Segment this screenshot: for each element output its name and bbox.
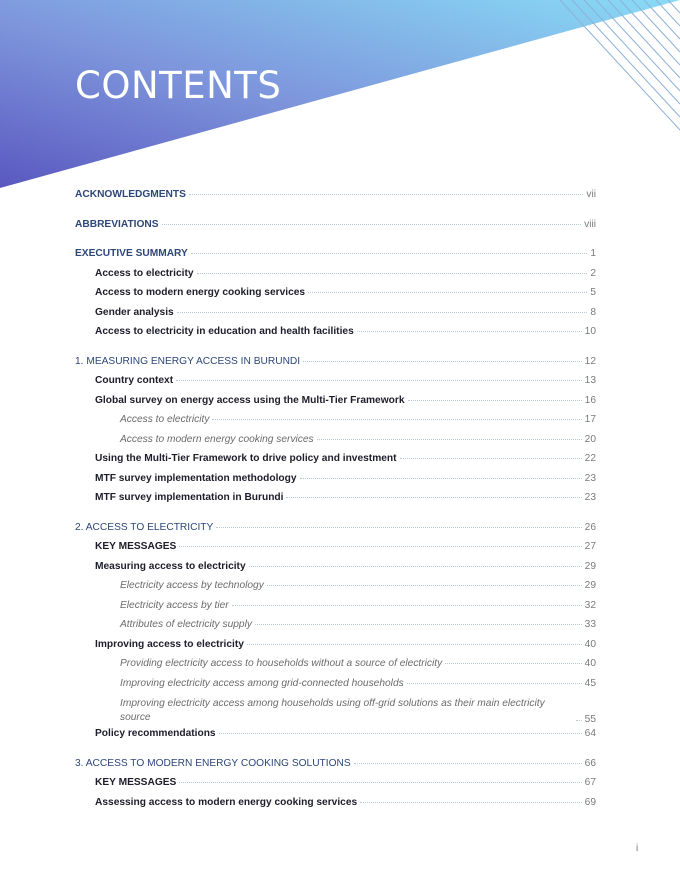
toc-entry-section[interactable]	[75, 728, 596, 748]
toc-entry-page: 40	[584, 658, 596, 669]
toc-entry-section[interactable]	[75, 453, 596, 473]
table-of-contents	[75, 189, 596, 816]
toc-entry-page: 22	[584, 453, 596, 464]
toc-entry-subsection[interactable]	[75, 414, 596, 434]
toc-entry-title: Access to electricity in education and health facilities	[95, 326, 354, 337]
toc-entry-title: Improving electricity access among grid-connected households	[120, 677, 404, 689]
toc-entry-executive-summary[interactable]	[75, 248, 596, 268]
toc-entry-page: 1	[590, 248, 596, 259]
toc-entry-page: vii	[586, 189, 596, 200]
dot-leader	[317, 439, 582, 440]
toc-entry-title: MTF survey implementation in Burundi	[95, 492, 284, 503]
dot-leader	[308, 292, 587, 293]
toc-entry-subsection[interactable]	[75, 697, 596, 728]
page-number: i	[636, 843, 639, 854]
toc-entry-chapter-1[interactable]	[75, 356, 596, 376]
toc-entry-page: 10	[584, 326, 596, 337]
toc-entry-chapter-2[interactable]	[75, 522, 596, 542]
toc-entry-title: Using the Multi-Tier Framework to drive policy and investment	[95, 453, 397, 464]
dot-leader	[216, 527, 581, 528]
dot-leader	[189, 194, 583, 195]
banner-diagonal-lines-decoration	[560, 0, 680, 130]
toc-entry-section[interactable]	[75, 268, 596, 288]
dot-leader	[357, 331, 582, 332]
toc-entry-section[interactable]	[75, 307, 596, 327]
toc-entry-page: viii	[584, 218, 596, 230]
toc-entry-title: MTF survey implementation methodology	[95, 472, 297, 484]
dot-leader	[408, 400, 582, 401]
toc-entry-acknowledgments[interactable]	[75, 189, 596, 209]
page-title: CONTENTS	[75, 64, 282, 107]
dot-leader	[219, 733, 582, 734]
toc-entry-title: EXECUTIVE SUMMARY	[75, 248, 188, 259]
toc-entry-title: 3. ACCESS TO MODERN ENERGY COOKING SOLUTIONS	[75, 757, 351, 769]
toc-entry-title: Improving access to electricity	[95, 638, 244, 650]
dot-leader	[300, 478, 582, 479]
toc-entry-page: 40	[584, 638, 596, 650]
dot-leader	[232, 605, 582, 606]
toc-entry-title: 2. ACCESS TO ELECTRICITY	[75, 521, 214, 533]
dot-leader	[286, 497, 581, 498]
toc-entry-title: Access to modern energy cooking services	[95, 287, 306, 298]
toc-entry-title: Attributes of electricity supply	[120, 619, 252, 630]
toc-entry-title: ABBREVIATIONS	[75, 218, 159, 230]
toc-entry-title: Providing electricity access to households without a source of electricity	[120, 658, 443, 669]
dot-leader	[360, 802, 581, 803]
toc-entry-page: 45	[584, 677, 596, 689]
toc-entry-page: 32	[584, 599, 596, 611]
toc-entry-page: 69	[584, 796, 596, 808]
dot-leader	[247, 644, 582, 645]
toc-entry-section[interactable]	[75, 541, 596, 561]
toc-entry-title: Country context	[95, 375, 174, 386]
toc-entry-page: 67	[584, 777, 596, 788]
toc-entry-page: 33	[584, 619, 596, 630]
dot-leader	[179, 782, 581, 783]
dot-leader	[576, 720, 582, 721]
toc-entry-title: Global survey on energy access using the Multi-Tier Framework	[95, 394, 405, 406]
toc-entry-section[interactable]	[75, 473, 596, 493]
toc-entry-title: Electricity access by tier	[120, 599, 229, 611]
toc-entry-section[interactable]	[75, 395, 596, 415]
toc-entry-page: 27	[584, 541, 596, 552]
dot-leader	[179, 546, 581, 547]
toc-entry-title: Access to electricity	[95, 267, 194, 279]
dot-leader	[255, 624, 582, 625]
dot-leader	[407, 683, 582, 684]
toc-entry-chapter-3[interactable]	[75, 758, 596, 778]
toc-entry-page: 8	[590, 306, 596, 318]
dot-leader	[212, 419, 581, 420]
toc-entry-section[interactable]	[75, 639, 596, 659]
toc-entry-page: 12	[584, 355, 596, 367]
toc-entry-subsection[interactable]	[75, 619, 596, 639]
toc-entry-page: 2	[590, 267, 596, 279]
toc-entry-subsection[interactable]	[75, 600, 596, 620]
toc-entry-page: 64	[584, 728, 596, 739]
toc-entry-page: 13	[584, 375, 596, 386]
toc-entry-page: 17	[584, 414, 596, 425]
dot-leader	[162, 224, 582, 225]
toc-entry-title: Improving electricity access among households using off-grid solutions as their main electricity source	[120, 698, 545, 723]
toc-entry-page: 23	[584, 472, 596, 484]
toc-entry-page: 66	[584, 757, 596, 769]
toc-entry-page: 26	[584, 521, 596, 533]
toc-entry-title: Access to modern energy cooking services	[120, 433, 314, 445]
toc-entry-page: 23	[584, 492, 596, 503]
dot-leader	[267, 585, 582, 586]
toc-entry-page: 5	[590, 287, 596, 298]
dot-leader	[354, 763, 582, 764]
toc-entry-title: ACKNOWLEDGMENTS	[75, 189, 186, 200]
toc-entry-title: KEY MESSAGES	[95, 541, 177, 552]
toc-entry-section[interactable]	[75, 287, 596, 307]
toc-entry-page: 29	[584, 560, 596, 572]
toc-entry-page: 20	[584, 433, 596, 445]
toc-entry-section[interactable]	[75, 375, 596, 395]
toc-entry-abbreviations[interactable]	[75, 219, 596, 239]
dot-leader	[177, 312, 588, 313]
dot-leader	[191, 253, 588, 254]
toc-entry-subsection[interactable]	[75, 658, 596, 678]
toc-entry-title: Assessing access to modern energy cooking services	[95, 796, 358, 808]
toc-entry-subsection[interactable]	[75, 678, 596, 698]
dot-leader	[445, 663, 581, 664]
toc-entry-title: KEY MESSAGES	[95, 777, 177, 788]
toc-entry-section[interactable]	[75, 777, 596, 797]
dot-leader	[197, 273, 588, 274]
toc-entry-title: Policy recommendations	[95, 728, 216, 739]
toc-entry-section[interactable]	[75, 561, 596, 581]
dot-leader	[400, 458, 582, 459]
toc-entry-section[interactable]	[75, 797, 596, 817]
dot-leader	[303, 361, 582, 362]
toc-entry-subsection[interactable]	[75, 580, 596, 600]
toc-entry-subsection[interactable]	[75, 434, 596, 454]
toc-entry-page: 16	[584, 394, 596, 406]
dot-leader	[176, 380, 582, 381]
toc-entry-title: Electricity access by technology	[120, 580, 264, 591]
toc-entry-title: Access to electricity	[120, 414, 210, 425]
dot-leader	[249, 566, 582, 567]
toc-entry-title: Measuring access to electricity	[95, 560, 246, 572]
toc-entry-section[interactable]	[75, 326, 596, 346]
toc-entry-section[interactable]	[75, 492, 596, 512]
toc-entry-page: 55	[584, 714, 596, 725]
toc-entry-page: 29	[584, 580, 596, 591]
toc-entry-title: Gender analysis	[95, 306, 174, 318]
toc-entry-title: 1. MEASURING ENERGY ACCESS IN BURUNDI	[75, 355, 301, 367]
